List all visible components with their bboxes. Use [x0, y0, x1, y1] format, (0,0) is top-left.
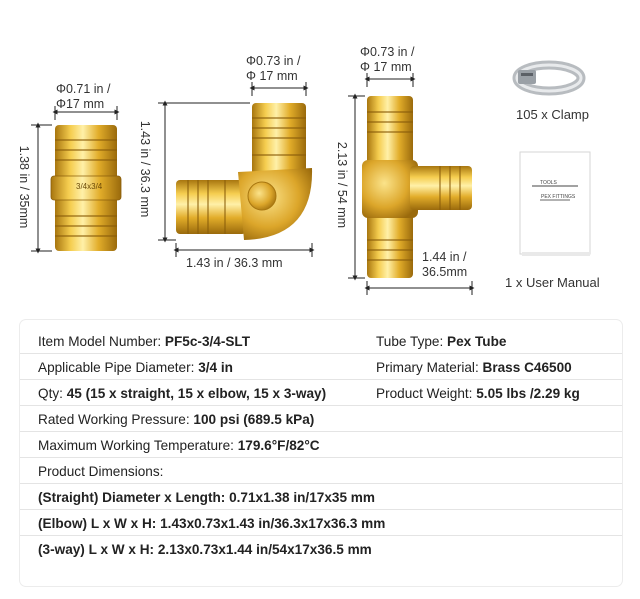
spec-row-9	[20, 536, 622, 562]
tee-branch-line2: 36.5mm	[422, 265, 468, 279]
dims-cell	[38, 464, 163, 480]
elbow-fitting-image	[176, 103, 312, 240]
dims-label: Product Dimensions:	[38, 464, 164, 479]
clamp-image	[517, 65, 581, 91]
model-cell	[38, 334, 250, 350]
elbow-diameter-line2: Φ 17 mm	[246, 69, 298, 83]
spec-row-2	[20, 354, 622, 380]
qty-label: Qty:	[38, 386, 63, 401]
material-label: Primary Material:	[376, 360, 479, 375]
elbow-width-label: 1.43 in / 36.3 mm	[186, 256, 283, 270]
spec-row-7	[20, 484, 622, 510]
temp-cell	[38, 438, 320, 454]
spec-row-1	[20, 328, 622, 354]
tee-diameter-label	[360, 45, 414, 75]
tee-height-label: 2.13 in / 54 mm	[335, 141, 349, 229]
elbow-dims-label: (Elbow) L x W x H:	[38, 516, 157, 531]
model-value: PF5c-3/4-SLT	[164, 334, 251, 349]
spec-table	[20, 320, 622, 586]
weight-value: 5.05 lbs /2.29 kg	[476, 386, 580, 401]
tee-dims-label: (3-way) L x W x H:	[38, 542, 155, 557]
weight-label: Product Weight:	[376, 386, 473, 401]
spec-row-8	[20, 510, 622, 536]
user-manual-image	[520, 152, 590, 256]
manual-title: TOOLS	[540, 180, 557, 186]
straight-diameter-label	[56, 82, 110, 112]
temp-label: Maximum Working Temperature:	[38, 438, 234, 453]
pressure-label: Rated Working Pressure:	[38, 412, 190, 427]
tube-cell	[376, 334, 506, 350]
material-value: Brass C46500	[482, 360, 572, 375]
qty-value: 45 (15 x straight, 15 x elbow, 15 x 3-way)	[66, 386, 327, 401]
manual-subtitle: PEX FITTINGS	[541, 194, 576, 200]
spec-row-5	[20, 432, 622, 458]
pipe-value: 3/4 in	[198, 360, 233, 375]
tee-diameter-line2: Φ 17 mm	[360, 60, 412, 74]
straight-diameter-line1: Φ0.71 in /	[56, 82, 111, 96]
elbow-diameter-label	[246, 54, 300, 84]
straight-dims-label: (Straight) Diameter x Length:	[38, 490, 226, 505]
tube-value: Pex Tube	[447, 334, 507, 349]
spec-row-4	[20, 406, 622, 432]
tee-dims-cell	[38, 542, 372, 558]
straight-dims-cell	[38, 490, 375, 506]
spec-row-6	[20, 458, 622, 484]
spec-row-3	[20, 380, 622, 406]
tee-diameter-line1: Φ0.73 in /	[360, 45, 415, 59]
straight-length-label: 1.38 in / 35mm	[17, 145, 31, 229]
material-cell	[376, 360, 572, 376]
straight-diameter-line2: Φ17 mm	[56, 97, 105, 111]
weight-cell	[376, 386, 580, 402]
pressure-value: 100 psi (689.5 kPa)	[193, 412, 315, 427]
elbow-diameter-line1: Φ0.73 in /	[246, 54, 301, 68]
tee-branch-line1: 1.44 in /	[422, 250, 467, 264]
pipe-label: Applicable Pipe Diameter:	[38, 360, 195, 375]
straight-dims-value: 0.71x1.38 in/17x35 mm	[229, 490, 375, 505]
temp-value: 179.6°F/82°C	[237, 438, 320, 453]
tube-label: Tube Type:	[376, 334, 444, 349]
model-label: Item Model Number:	[38, 334, 162, 349]
clamp-caption: 105 x Clamp	[516, 107, 589, 122]
manual-caption: 1 x User Manual	[505, 275, 600, 290]
elbow-dims-value: 1.43x0.73x1.43 in/36.3x17x36.3 mm	[160, 516, 386, 531]
tee-branch-label	[422, 250, 467, 280]
tee-dims-value: 2.13x0.73x1.44 in/54x17x36.5 mm	[157, 542, 372, 557]
straight-marking: 3/4x3/4	[76, 182, 103, 191]
elbow-dims-cell	[38, 516, 385, 532]
pressure-cell	[38, 412, 314, 428]
pipe-cell	[38, 360, 233, 376]
elbow-height-label: 1.43 in / 36.3 mm	[138, 120, 152, 218]
qty-cell	[38, 386, 326, 402]
